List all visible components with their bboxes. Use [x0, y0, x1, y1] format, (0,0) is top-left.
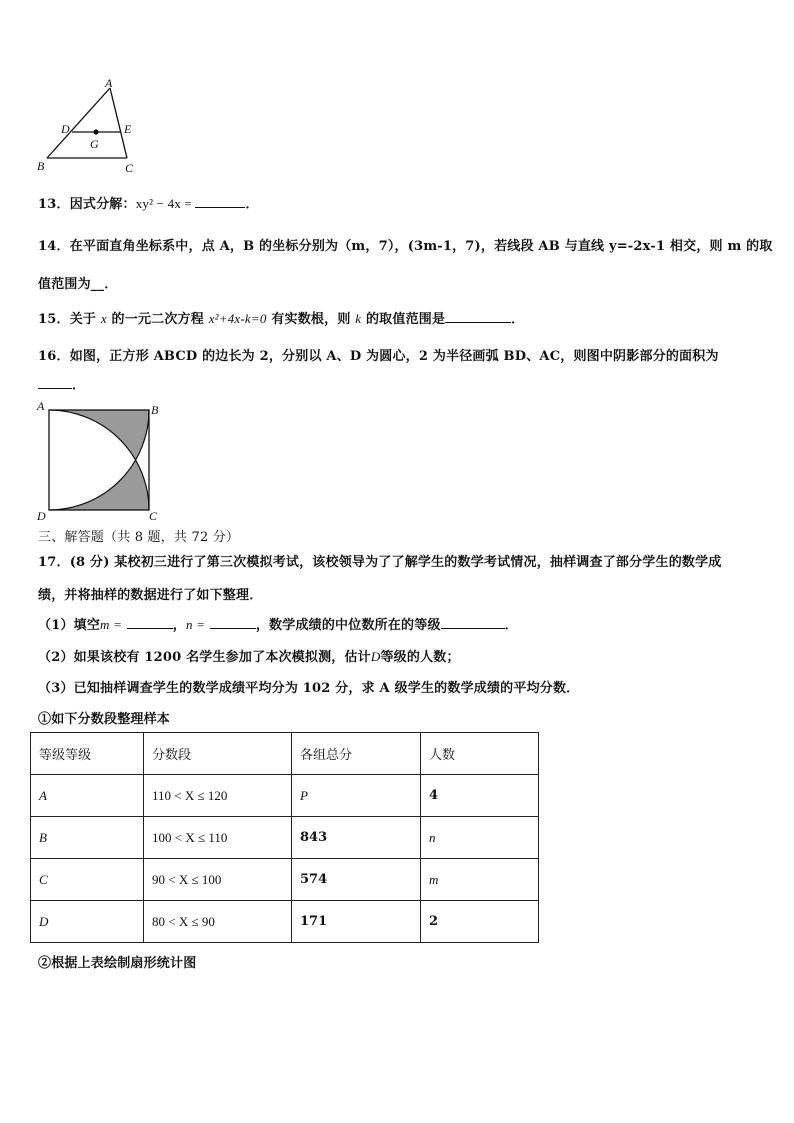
- q17-m-label: m =: [100, 617, 123, 632]
- question-17-part-3: （3）已知抽样调查学生的数学成绩平均分为 102 分，求 A 级学生的数学成绩的平均分数．: [38, 681, 580, 696]
- q13-number: 13．: [38, 197, 70, 212]
- q17-n-blank[interactable]: [210, 616, 256, 629]
- q15-var-x: x: [100, 311, 107, 326]
- q17-part2-d: D: [370, 649, 381, 664]
- q13-text: 因式分解：: [69, 197, 136, 212]
- cell-count: 4: [421, 775, 539, 817]
- q17-part1-end: ．: [504, 618, 518, 633]
- shaded-region-bottom: [49, 460, 149, 510]
- q17-sep: ，: [172, 618, 186, 633]
- q17-median-blank[interactable]: [441, 616, 505, 629]
- q16-end: ．: [72, 378, 86, 393]
- q13-end: ．: [245, 197, 259, 212]
- question-14-line-2: 值范围为__．: [38, 277, 118, 292]
- cell-total: 574: [292, 859, 421, 901]
- label-a: A: [37, 400, 45, 413]
- header-total: 各组总分: [292, 733, 421, 775]
- triangle-side-ab: [47, 88, 110, 158]
- label-d: D: [37, 509, 46, 523]
- label-b: B: [37, 159, 45, 173]
- table-row: [31, 901, 539, 943]
- header-range: 分数段: [144, 733, 292, 775]
- cell-grade: B: [31, 817, 144, 859]
- q15-equation: x²+4x-k=0: [208, 311, 267, 326]
- q17-n-label: n =: [186, 617, 206, 632]
- cell-grade: A: [31, 775, 144, 817]
- cell-grade: C: [31, 859, 144, 901]
- cell-total: P: [292, 775, 421, 817]
- triangle-figure: [32, 76, 144, 180]
- question-14-line-1: 14．在平面直角坐标系中，点 A，B 的坐标分别为（m，7），(3m-1，7)，若线段 AB 与直线 y=-2x-1 相交，则 m 的取: [38, 239, 773, 254]
- table-row: [31, 775, 539, 817]
- q16-answer-blank[interactable]: [38, 376, 72, 389]
- grade-table: [30, 732, 539, 943]
- question-16-line-2: [38, 374, 85, 393]
- q17-part1-text: （1）填空: [38, 618, 101, 633]
- q15-mid2: 有实数根，则: [271, 312, 351, 327]
- cell-count: n: [421, 817, 539, 859]
- q13-answer-blank[interactable]: [195, 195, 245, 208]
- cell-count: m: [421, 859, 539, 901]
- header-count: 人数: [421, 733, 539, 775]
- header-grade: 等级等级: [31, 733, 144, 775]
- q17-part2-end: 等级的人数；: [380, 650, 460, 665]
- question-16-line-1: 16．如图，正方形 ABCD 的边长为 2，分别以 A、D 为圆心，2 为半径画弧 BD、AC，则图中阴影部分的面积为: [38, 349, 719, 364]
- q17-part2-text: （2）如果该校有 1200 名学生参加了本次模拟测，估计: [38, 650, 371, 665]
- label-g: G: [90, 137, 99, 151]
- question-17-line-1: 17．(8 分) 某校初三进行了第三次模拟考试，该校领导为了了解学生的数学考试情况，抽样调查了部分学生的数学成: [38, 555, 722, 570]
- label-b: B: [151, 403, 159, 417]
- cell-total: 843: [292, 817, 421, 859]
- q15-prefix: 15．关于: [38, 312, 97, 327]
- table-row: [31, 817, 539, 859]
- cell-count: 2: [421, 901, 539, 943]
- label-d: D: [61, 122, 70, 136]
- table-row: [31, 859, 539, 901]
- cell-range: 110 < X ≤ 120: [144, 775, 292, 817]
- q15-end: ．: [511, 312, 525, 327]
- label-c: C: [125, 161, 134, 175]
- section-3-title: 三、解答题（共 8 题，共 72 分）: [38, 530, 240, 545]
- q15-mid: 的一元二次方程: [111, 312, 204, 327]
- q17-sub-1: ①如下分数段整理样本: [38, 712, 171, 727]
- cell-range: 90 < X ≤ 100: [144, 859, 292, 901]
- q15-answer-blank[interactable]: [445, 310, 511, 323]
- point-g: [93, 129, 98, 134]
- cell-range: 100 < X ≤ 110: [144, 817, 292, 859]
- cell-total: 171: [292, 901, 421, 943]
- cell-grade: D: [31, 901, 144, 943]
- q15-var-k: k: [355, 311, 362, 326]
- question-17-part-2: [38, 646, 460, 665]
- label-c: C: [149, 509, 158, 523]
- q13-expression: xy² − 4x =: [135, 196, 196, 211]
- table-header-row: [31, 733, 539, 775]
- shaded-region-top: [49, 410, 149, 460]
- cell-range: 80 < X ≤ 90: [144, 901, 292, 943]
- q15-suffix: 的取值范围是: [365, 312, 446, 327]
- question-17-line-2: 绩，并将抽样的数据进行了如下整理．: [38, 588, 263, 603]
- q17-median-text: ，数学成绩的中位数所在的等级: [255, 618, 441, 633]
- square-arcs-figure: [34, 400, 166, 524]
- label-e: E: [124, 122, 132, 136]
- question-13: [38, 193, 259, 212]
- q17-sub-2: ②根据上表绘制扇形统计图: [38, 956, 197, 971]
- q17-m-blank[interactable]: [127, 616, 173, 629]
- question-15: [38, 308, 524, 327]
- label-a: A: [105, 76, 113, 90]
- question-17-part-1: [38, 614, 518, 633]
